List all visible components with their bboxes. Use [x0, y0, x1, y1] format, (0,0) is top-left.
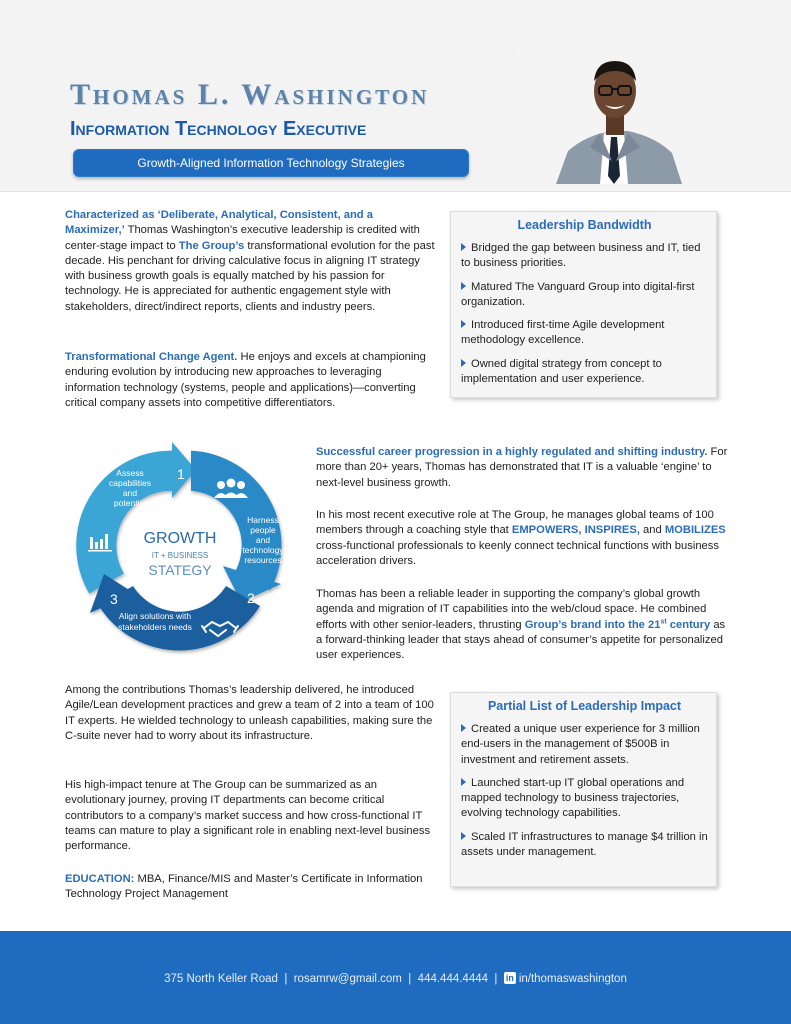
segment-2-number: 2: [247, 590, 255, 606]
bandwidth-item: [461, 357, 708, 388]
intro-company: The Group’s: [178, 239, 245, 252]
reliable-leader-superscript: st: [660, 617, 667, 625]
bandwidth-item-text: Introduced first-time Agile development methodology excellence.: [461, 319, 665, 347]
segment-1-label: and: [122, 488, 138, 498]
segment-3-number: 3: [110, 591, 118, 607]
impact-item-text: Created a unique user experience for 3 million end-users in the management of $500B in investment and retirement assets.: [461, 723, 700, 766]
education-text: MBA, Finance/MIS and Master’s Certificate in Information Technology Project Management: [65, 873, 423, 901]
bullet-triangle-icon: [461, 778, 466, 786]
recent-role-emphasis: MOBILIZES: [664, 524, 726, 537]
tenure-paragraph: His high-impact tenure at The Group can be summarized as an evolutionary journey, proving IT departments can become critical contributors to a company’s market success and how cross-functional IT teams can mature to play a significant role in enabling next-level business performance.: [65, 779, 431, 853]
intro-paragraph: [65, 208, 435, 315]
growth-strategy-diagram: [60, 430, 306, 668]
bullet-triangle-icon: [461, 832, 466, 840]
career-paragraph: [316, 445, 728, 491]
career-lead: Successful career progression in a highly regulated and shifting industry.: [316, 446, 708, 458]
footer-phone[interactable]: 444.444.4444: [417, 973, 489, 985]
footer-linkedin[interactable]: in/thomaswashington: [518, 973, 627, 985]
education-paragraph: [65, 872, 435, 903]
impact-item: [461, 776, 708, 822]
segment-1-label: capabilities: [108, 478, 152, 488]
contributions-paragraph: Among the contributions Thomas’s leadership delivered, he introduced Agile/Lean development practices and grew a team of 2 into a team of 100 IT experts. He wielded technology to unleash capabilities, making sure the C-suite never had to worry about its infrastructure.: [65, 684, 434, 742]
center-title: GROWTH: [143, 530, 217, 547]
segment-1-label: Assess: [116, 468, 144, 478]
reliable-leader-paragraph: [316, 587, 728, 663]
segment-3-label: Align solutions with: [118, 611, 192, 621]
recent-role-paragraph: [316, 508, 728, 569]
change-agent-paragraph: [65, 350, 435, 411]
segment-2-label: resources: [244, 555, 282, 565]
center-subtitle: IT + BUSINESS: [151, 551, 209, 560]
reliable-leader-text: as a forward-thinking leader that stays ahead of consumer’s appetite for personalized user experiences.: [316, 618, 726, 662]
growth-cycle-svg: [60, 430, 306, 668]
segment-2-label: and: [255, 535, 271, 545]
footer-contact: [0, 972, 791, 985]
candidate-title: Information Technology Executive: [70, 118, 367, 140]
bandwidth-item-text: Matured The Vanguard Group into digital-first organization.: [461, 280, 695, 308]
segment-1-number: 1: [177, 466, 185, 482]
reliable-leader-emphasis: century: [666, 618, 711, 631]
recent-role-emphasis: EMPOWERS, INSPIRES,: [511, 524, 640, 537]
impact-item: [461, 722, 708, 768]
bandwidth-item-text: Owned digital strategy from concept to implementation and user experience.: [461, 357, 662, 386]
segment-3-label: stakeholders needs: [118, 622, 192, 632]
footer-email[interactable]: rosamrw@gmail.com: [293, 973, 402, 985]
segment-2-label: people: [250, 525, 276, 535]
recent-role-text: In his most recent executive role at The Group, he manages global teams of 100 members through a coaching style that: [316, 509, 714, 537]
education-label: EDUCATION:: [65, 873, 135, 885]
headshot-illustration: [516, 51, 714, 184]
intro-text-b: transformational evolution for the past decade. His penchant for driving calculative focus in aligning IT strategy with business growth goals is equally matched by his passion for technology. He is appreciated for authentic engagement style with stakeholders, direct/indirect reports, clients and industry peers.: [65, 239, 435, 313]
bandwidth-item-text: Bridged the gap between business and IT, tied to business priorities.: [461, 242, 701, 270]
bullet-triangle-icon: [461, 243, 466, 251]
recent-role-text: and: [639, 524, 665, 537]
leadership-bandwidth-box: [450, 211, 717, 398]
tagline-text: Growth-Aligned Information Technology Strategies: [137, 156, 405, 170]
footer-separator: |: [408, 973, 412, 985]
headshot-photo: [516, 51, 714, 184]
intro-text-a: Thomas Washington’s executive leadership is credited with center-stage impact to: [65, 224, 420, 252]
tagline-banner: [73, 149, 469, 177]
leadership-impact-title: Partial List of Leadership Impact: [487, 699, 682, 713]
leadership-impact-box: [450, 692, 717, 887]
bullet-triangle-icon: [461, 724, 466, 732]
change-agent-text: He enjoys and excels at championing enduring evolution by introducing new approaches to leveraging information technology (systems, people and applications)—converting critical company assets into competitive differentiators.: [65, 351, 426, 409]
bullet-triangle-icon: [461, 282, 466, 290]
reliable-leader-text: Thomas has been a reliable leader in supporting the company’s global growth agenda and migration of IT capabilities into the web/cloud space. He combined efforts with other senior-leaders, thrusting: [316, 588, 707, 631]
candidate-name: Thomas L. Washington: [70, 78, 430, 111]
center-strategy: STATEGY: [148, 562, 212, 578]
impact-item-text: Launched start-up IT global operations and mapped technology to business trajectories, evolving technology capabilities.: [461, 776, 685, 820]
bandwidth-item: [461, 280, 708, 311]
bullet-triangle-icon: [461, 320, 466, 328]
segment-2-label: technology: [242, 545, 284, 555]
bandwidth-item: [461, 318, 708, 349]
career-text: For more than 20+ years, Thomas has demonstrated that IT is a valuable ‘engine’ to next-level business growth.: [316, 446, 728, 489]
change-agent-lead: Transformational Change Agent.: [65, 351, 238, 363]
impact-item: [461, 830, 708, 861]
recent-role-text: cross-functional professionals to keenly connect technical functions with business acceleration drivers.: [316, 539, 719, 567]
leadership-bandwidth-title: Leadership Bandwidth: [517, 218, 652, 232]
segment-1-label: potential: [113, 498, 147, 508]
linkedin-icon: in: [505, 973, 514, 983]
footer-separator: |: [494, 973, 498, 985]
bullet-triangle-icon: [461, 359, 466, 367]
bandwidth-item: [461, 241, 708, 272]
intro-lead: Characterized as ‘Deliberate, Analytical, Consistent, and a Maximizer,’: [65, 209, 373, 237]
footer-separator: |: [284, 973, 288, 985]
impact-item-text: Scaled IT infrastructures to manage $4 trillion in assets under management.: [461, 830, 708, 859]
reliable-leader-emphasis: Group’s brand into the 21: [524, 618, 661, 631]
footer-address: 375 North Keller Road: [164, 973, 278, 985]
segment-2-label: Harness: [247, 515, 279, 525]
